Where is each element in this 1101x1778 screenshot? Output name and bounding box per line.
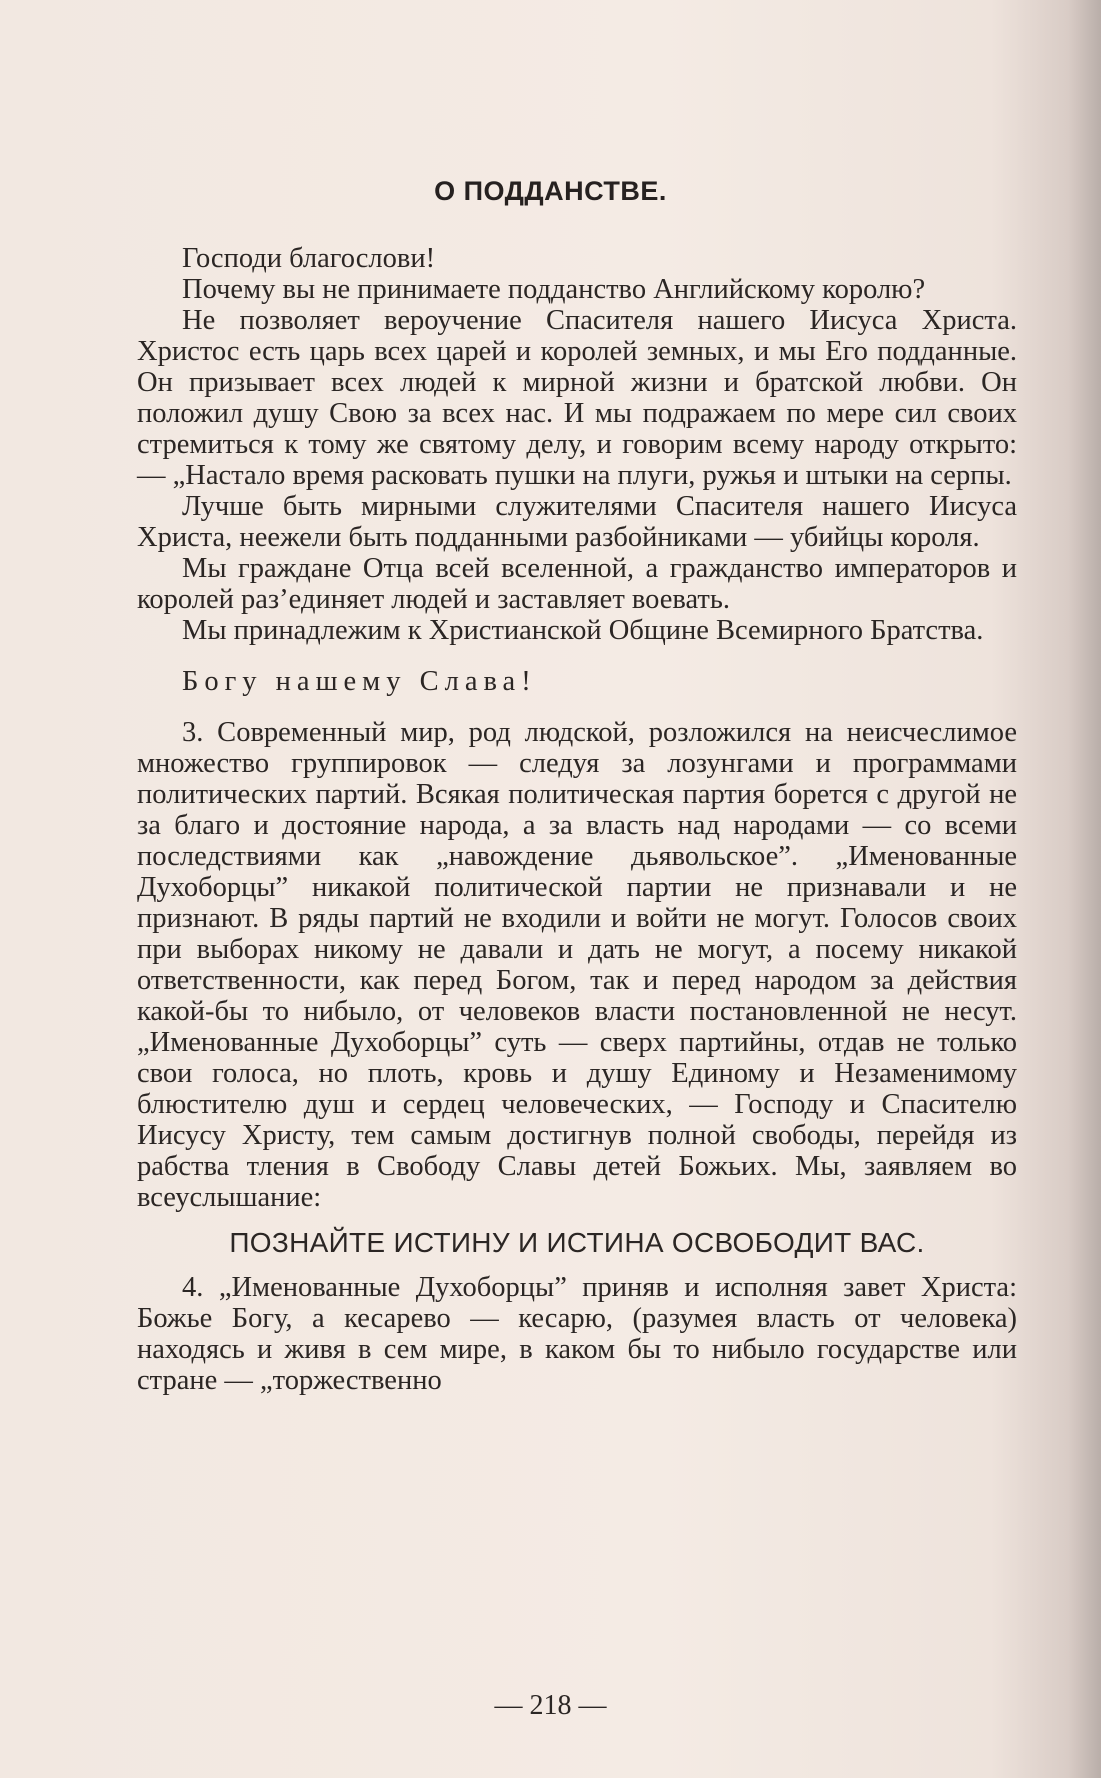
page-body (137, 243, 1017, 1396)
paragraph: Почему вы не принимаете подданство Английскому королю? (182, 274, 926, 305)
paragraph: Лучше быть мирными служителями Спасителя нашего Иисуса Христа, неежели быть подданными разбойниками — убийцы короля. (137, 491, 1017, 553)
paragraph: Не позволяет вероучение Спасителя нашего Иисуса Христа. Христос есть царь всех царей и королей земных, и мы Его подданные. Он призывает всех людей к мирной жизни и братской любви. Он положил душу Свою за всех нас. И мы подражаем по мере сил своих стремиться к тому же святому делу, и говорим всему народу открыто: — „Настало время расковать пушки на плуги, ружья и штыки на серпы. (137, 305, 1017, 491)
paragraph-3: 3. Современный мир, род людской, розложился на неисчеслимое множество группировок — следуя за лозунгами и программами политических партий. Всякая политическая партия борется с другой не за благо и достояние народа, а за власть над народами — со всеми последствиями как „навождение дьявольское”. „Именованные Духоборцы” никакой политической партии не признавали и не признают. В ряды партий не входили и войти не могут. Голосов своих при выборах никому не давали и дать не могут, а посему никакой ответственности, как перед Богом, так и перед народом за действия какой-бы то нибыло, от человеков власти постановленной не несут. „Именованные Духоборцы” суть — сверх партийны, отдав не только свои голоса, но плоть, кровь и душу Единому и Незаменимому блюстителю душ и сердец человеческих, — Господу и Спасителю Иисусу Христу, тем самым достигнув полной свободы, перейдя из рабства тления в Свободу Славы детей Божьих. Мы, заявляем во всеуслышание: (137, 717, 1017, 1213)
page-title: О ПОДДАНСТВЕ. (434, 176, 667, 206)
page-number: — 218 — (494, 1690, 607, 1721)
paragraph-4: 4. „Именованные Духоборцы” приняв и исполняя завет Христа: Божье Богу, а кесарево — кесарю, (разумея власть от человека) находясь и живя в сем мире, в каком бы то нибыло государстве или стране — „торжественно (137, 1272, 1017, 1396)
glory-line: Богу нашему Слава! (182, 666, 537, 697)
paragraph: Мы принадлежим к Христианской Общине Всемирного Братства. (182, 615, 984, 646)
paragraph: Господи благослови! (182, 243, 436, 274)
section-heading: ПОЗНАЙТЕ ИСТИНУ И ИСТИНА ОСВОБОДИТ ВАС. (229, 1227, 925, 1258)
paragraph: Мы граждане Отца всей вселенной, а гражданство императоров и королей раз’единяет людей и заставляет воевать. (137, 553, 1017, 615)
